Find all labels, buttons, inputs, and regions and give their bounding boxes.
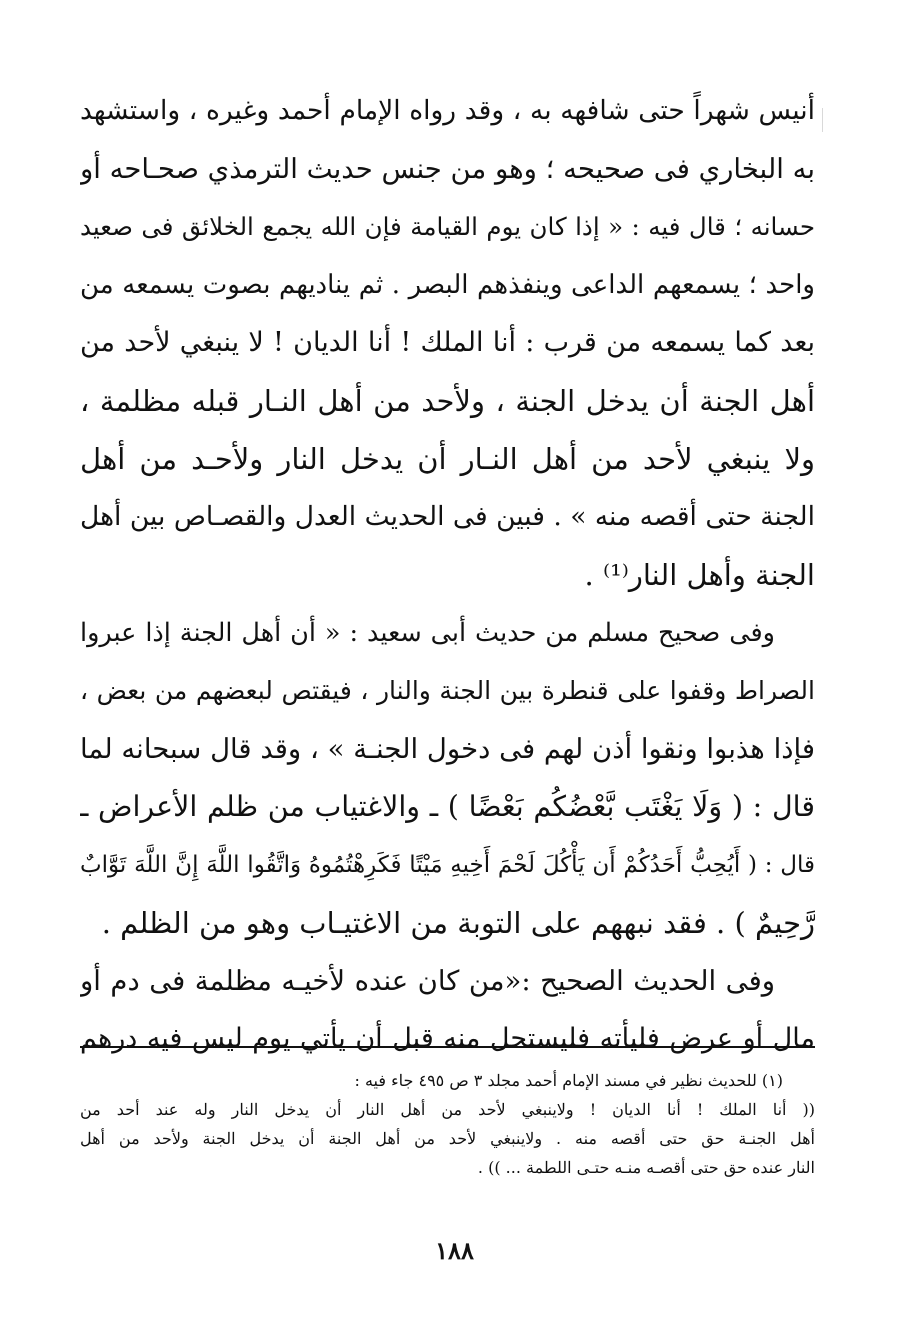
text-line: الجنة وأهل النار⁽¹⁾ . (584, 558, 815, 592)
footnote-separator (80, 1046, 815, 1048)
text-line: ولا ينبغي لأحد من أهل النـار أن يدخل النار ولأحـد من أهل (80, 442, 815, 476)
footnotes (80, 1066, 815, 1182)
margin-mark (822, 108, 823, 132)
footnote-line: (( أنا الملك ! أنا الديان ! ولاينبغي لأحد من أهل النار أن يدخل النار وله عند أحد من (80, 1100, 815, 1119)
text-line: به البخاري فى صحيحه ؛ وهو من جنس حديث الترمذي صحـاحه أو (80, 153, 815, 185)
page-number: ١٨٨ (435, 1236, 474, 1265)
quran-verse-line: قال : ( أَيُحِبُّ أَحَدُكُمْ أَن يَأْكُلَ لَحْمَ أَخِيهِ مَيْتًا فَكَرِهْتُمُوهُ وَاتَّقُوا اللَّهَ إِنَّ اللَّهَ تَوَّابٌ (80, 852, 815, 878)
text-line: الصراط وقفوا على قنطرة بين الجنة والنار ، فيقتص لبعضهم من بعض ، (80, 676, 815, 705)
text-line: قال : ( وَلَا يَغْتَب بَّعْضُكُم بَعْضًا ) ـ والاغتياب من ظلم الأعراض ـ (80, 790, 815, 823)
text-line: أهل الجنة أن يدخل الجنة ، ولأحد من أهل النـار قبله مظلمة ، (80, 384, 815, 418)
main-text (80, 82, 815, 1068)
text-line: حسانه ؛ قال فيه : « إذا كان يوم القيامة فإن الله يجمع الخلائق فى صعيد (80, 212, 815, 241)
text-line: وفى صحيح مسلم من حديث أبى سعيد : « أن أهل الجنة إذا عبروا (80, 618, 775, 648)
text-line: واحد ؛ يسمعهم الداعى وينفذهم البصر . ثم يناديهم بصوت يسمعه من (80, 270, 815, 300)
text-line: أنيس شهراً حتى شافهه به ، وقد رواه الإمام أحمد وغيره ، واستشهد (80, 95, 815, 126)
text-line: الجنة حتى أقصه منه » . فبين فى الحديث العدل والقصـاص بين أهل (80, 501, 815, 532)
footnote-line: أهل الجنـة حق حتى أقصه منه . ولاينبغي لأحد من أهل الجنة أن يدخل الجنة ولأحد من أهل (80, 1129, 815, 1148)
text-line: رَّحِيمٌ ) . فقد نبههم على التوبة من الاغتيـاب وهو من الظلم . (101, 906, 815, 940)
footnote-line: النار عنده حق حتى أقصـه منـه حتـى اللطمة ... )) . (477, 1158, 815, 1177)
text-line: فإذا هذبوا ونقوا أذن لهم فى دخول الجنـة » ، وقد قال سبحانه لما (80, 733, 815, 765)
footnote-line: (١) للحديث نظير في مسند الإمام أحمد مجلد ٣ ص ٤٩٥ جاء فيه : (354, 1071, 783, 1090)
text-line: مال أو عرض فليأته فليستحل منه قبل أن يأتي يوم ليس فيه درهم (80, 1023, 815, 1054)
text-line: بعد كما يسمعه من قرب : أنا الملك ! أنا الديان ! لا ينبغي لأحد من (80, 327, 815, 358)
text-line: وفى الحديث الصحيح :«من كان عنده لأخيـه مظلمة فى دم أو (80, 965, 775, 997)
